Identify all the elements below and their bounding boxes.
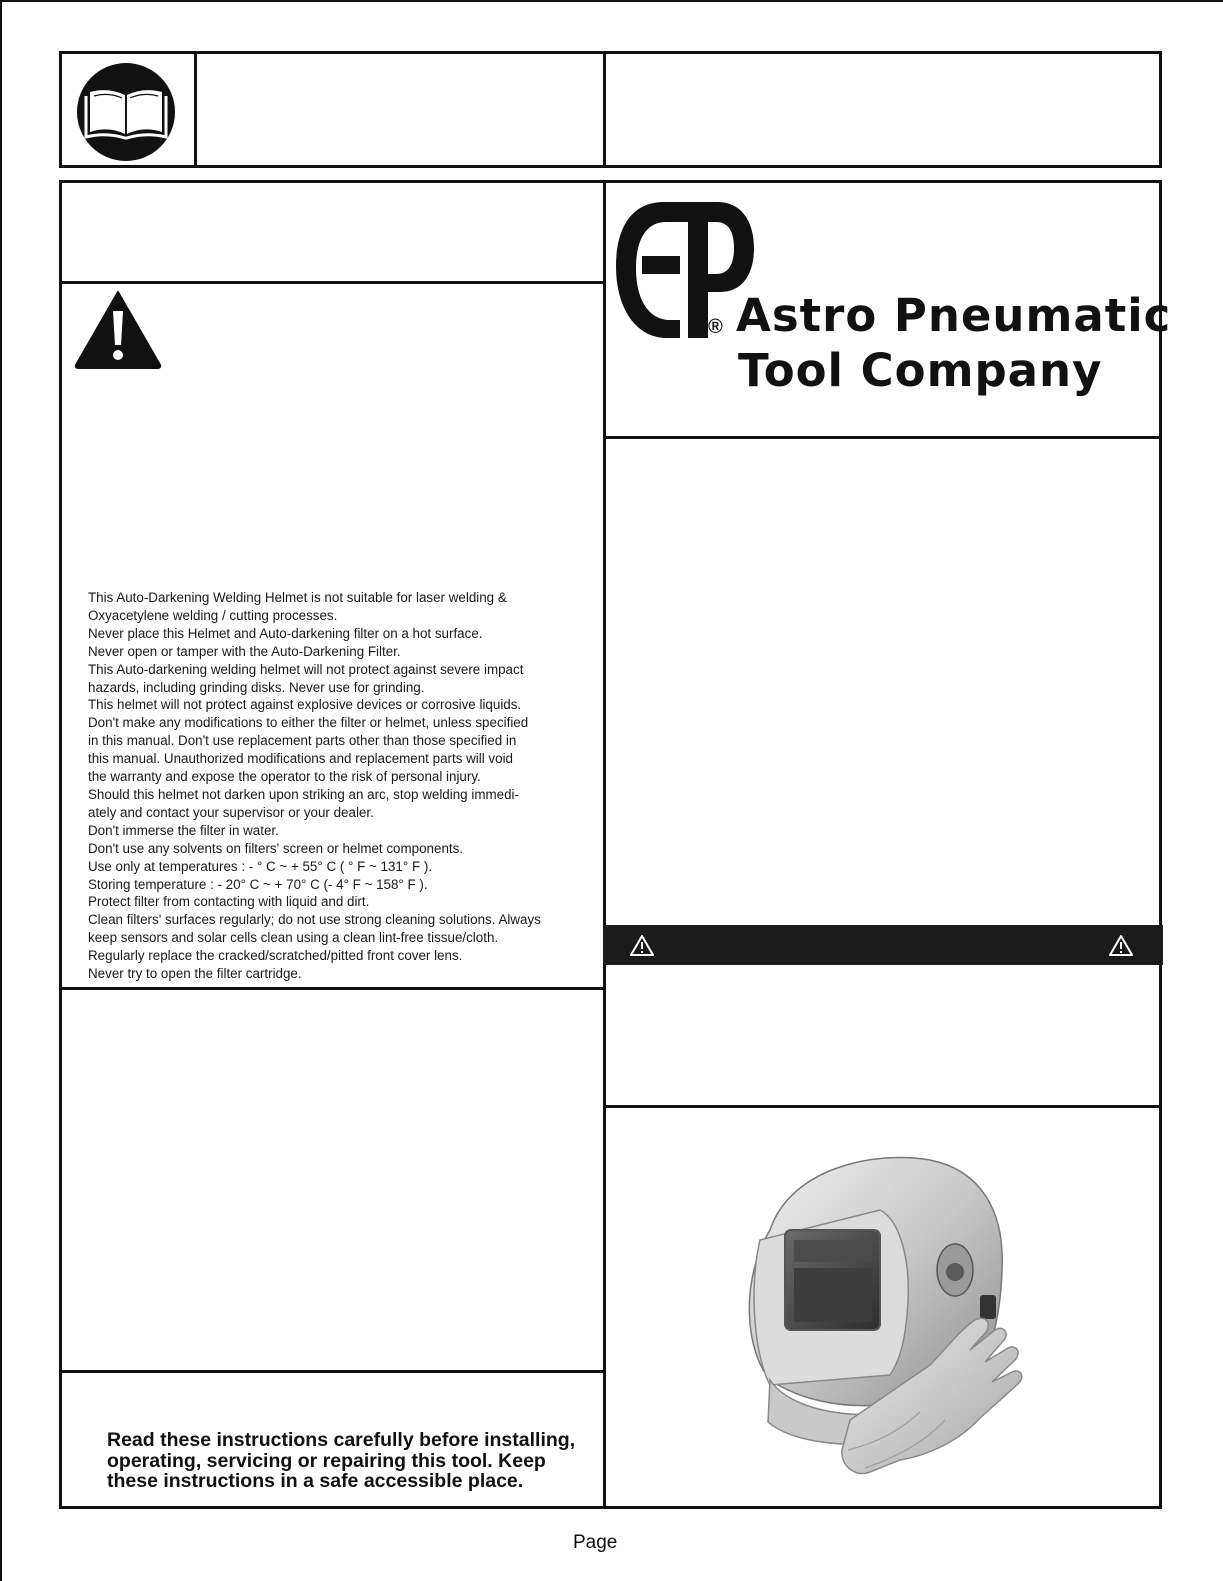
- safety-warnings-list: [88, 589, 603, 983]
- warning-line: Don't use any solvents on filters' screen or helmet components.: [88, 840, 464, 856]
- warning-line: This helmet will not protect against explosive devices or corrosive liquids.: [88, 697, 522, 713]
- warning-line: ately and contact your supervisor or your dealer.: [88, 804, 374, 820]
- warning-line: Regularly replace the cracked/scratched/pitted front cover lens.: [88, 948, 463, 964]
- warning-line: Clean filters' surfaces regularly; do not use strong cleaning solutions. Always: [88, 912, 541, 928]
- warning-triangle-outline-icon: [1108, 934, 1134, 957]
- warning-line: Protect filter from contacting with liquid and dirt.: [88, 894, 370, 910]
- warning-line: Don't immerse the filter in water.: [88, 822, 279, 838]
- left-rule-1: [62, 281, 603, 284]
- warning-line: Don't make any modifications to either the filter or helmet, unless specified: [88, 715, 529, 731]
- warning-line: keep sensors and solar cells clean using a clean lint-free tissue/cloth.: [88, 930, 499, 946]
- left-rule-3: [62, 1370, 603, 1373]
- warning-triangle-outline-icon: [629, 934, 655, 957]
- warning-line: hazards, including grinding disks. Never use for grinding.: [88, 679, 425, 695]
- page-label: Page: [573, 1532, 618, 1553]
- header-right-box: [603, 51, 1162, 168]
- warning-line: Storing temperature : - 20° C ~ + 70° C (- 4° F ~ 158° F ).: [88, 876, 428, 892]
- brand-name-line2: Tool Company: [738, 344, 1103, 397]
- warning-triangle-icon: [73, 289, 163, 369]
- warning-line: Never try to open the filter cartridge.: [88, 966, 302, 982]
- warning-line: in this manual. Don't use replacement parts other than those specified in: [88, 733, 517, 749]
- registered-mark: ®: [708, 316, 723, 338]
- open-book-icon: [76, 62, 176, 162]
- welding-helmet-product-image: [730, 1150, 1060, 1500]
- warning-line: Oxyacetylene welding / cutting processes.: [88, 607, 338, 623]
- left-rule-2: [62, 987, 603, 990]
- right-rule-1: [606, 436, 1159, 439]
- warning-line: This Auto-darkening welding helmet will not protect against severe impact: [88, 661, 524, 677]
- warning-line: Never open or tamper with the Auto-Darkening Filter.: [88, 643, 401, 659]
- caution-banner: [603, 925, 1163, 965]
- read-instructions-note: Read these instructions carefully before installing, operating, servicing or repairing this tool. Keep these instructions in a safe accessible place.: [107, 1429, 576, 1492]
- warning-line: the warranty and expose the operator to the risk of personal injury.: [88, 769, 481, 785]
- right-rule-2: [606, 1105, 1159, 1108]
- warning-line: this manual. Unauthorized modifications and replacement parts will void: [88, 751, 513, 767]
- warning-line: Use only at temperatures : - ° C ~ + 55° C ( ° F ~ 131° F ).: [88, 858, 433, 874]
- warning-line: Should this helmet not darken upon striking an arc, stop welding immedi-: [88, 786, 519, 802]
- warning-line: This Auto-Darkening Welding Helmet is not suitable for laser welding &: [88, 590, 507, 605]
- header-divider: [194, 51, 197, 168]
- brand-name-line1: Astro Pneumatic: [736, 289, 1172, 342]
- warning-line: Never place this Helmet and Auto-darkening filter on a hot surface.: [88, 625, 483, 641]
